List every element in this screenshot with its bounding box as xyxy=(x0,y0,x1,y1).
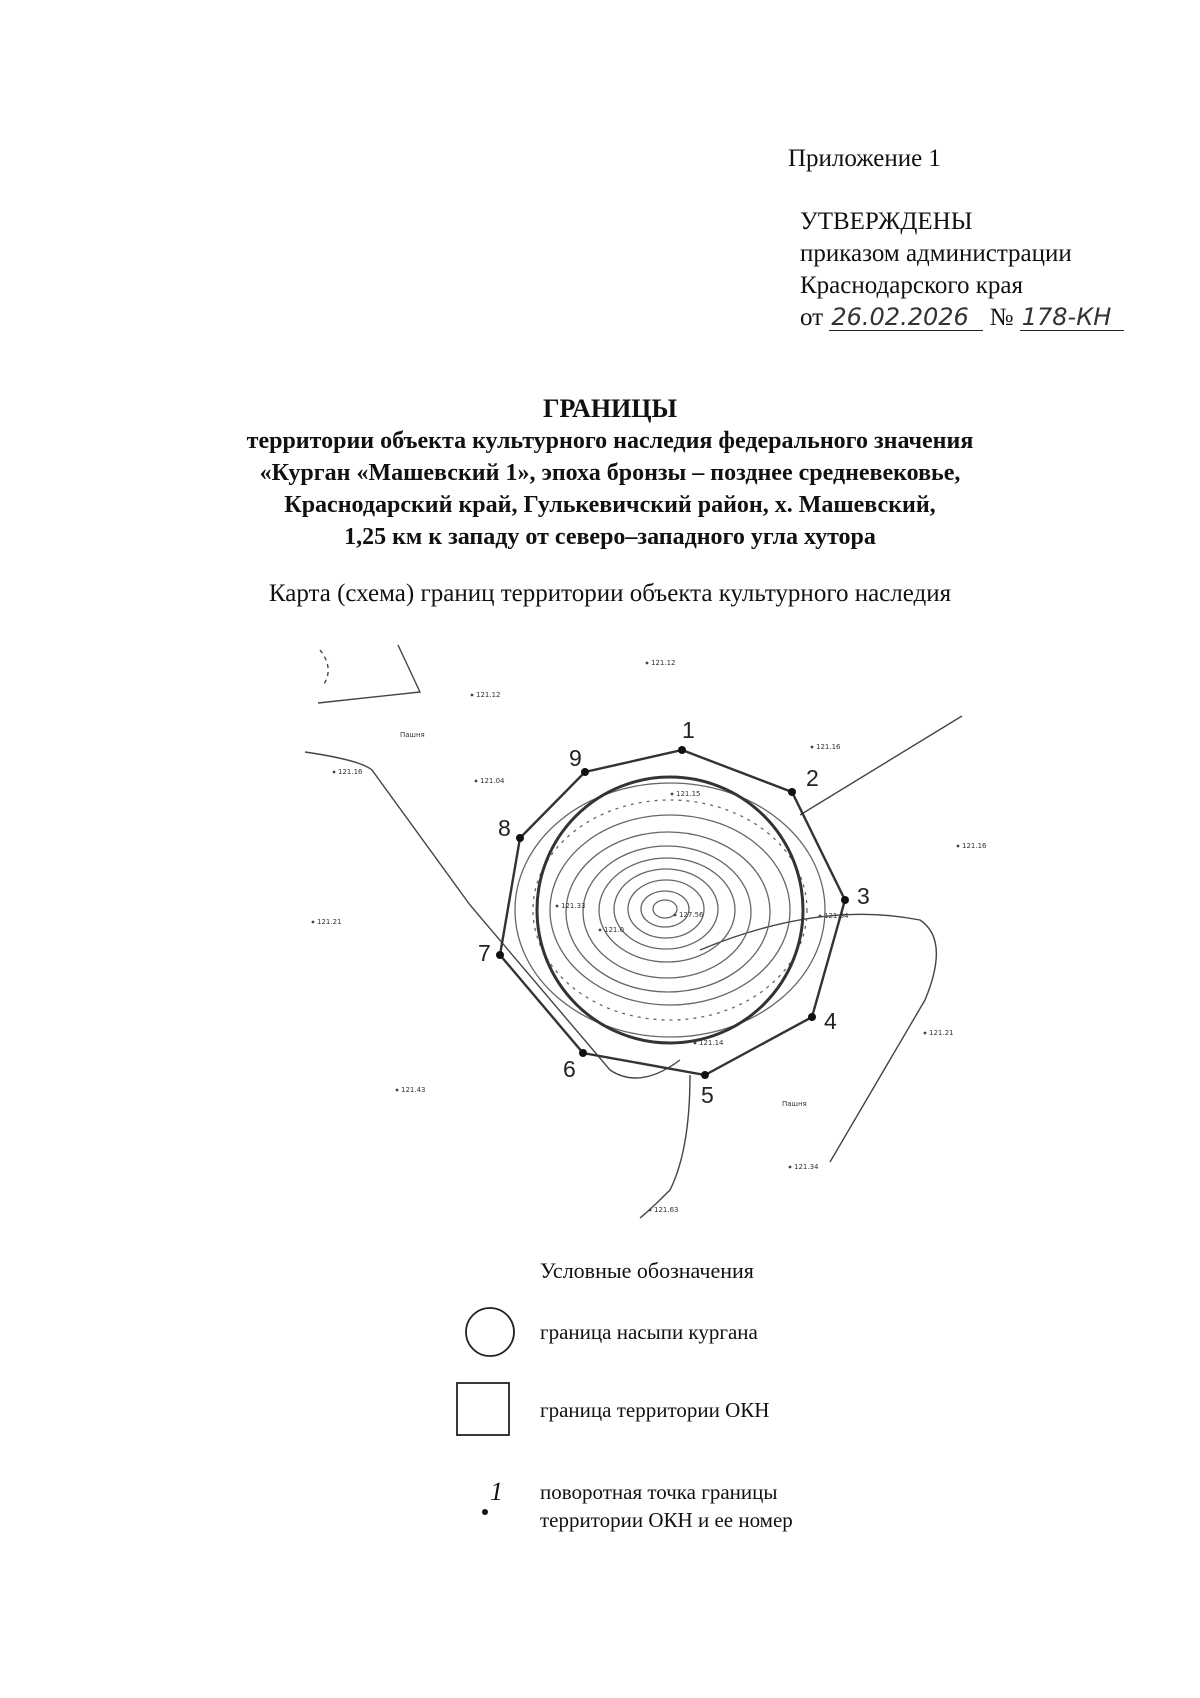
elevation-mark: 121.16 xyxy=(816,743,841,751)
appendix-label: Приложение 1 xyxy=(788,145,941,172)
turn-point-marker xyxy=(678,746,686,754)
title-line-4: 1,25 км к западу от северо–западного угла хутора xyxy=(344,524,876,550)
elevation-mark: 121.43 xyxy=(401,1086,426,1094)
elevation-mark: 121.14 xyxy=(699,1039,724,1047)
elevation-mark: 121.0 xyxy=(604,926,625,934)
turn-point-marker xyxy=(788,788,796,796)
elevation-mark: 121.33 xyxy=(561,902,586,910)
legend-okn-text: граница территории ОКН xyxy=(540,1398,770,1422)
contour-line xyxy=(515,783,825,1037)
elevation-mark: 121.16 xyxy=(338,768,363,776)
field-road-southeast xyxy=(700,914,936,1162)
mound-boundary xyxy=(537,777,803,1043)
field-road-north xyxy=(318,645,420,703)
turn-point-marker xyxy=(581,768,589,776)
turn-point-marker xyxy=(841,896,849,904)
date-prefix: от xyxy=(800,304,824,331)
elevation-mark: 121.04 xyxy=(480,777,505,785)
number-value: 178-КН xyxy=(1020,304,1124,331)
turn-point-marker xyxy=(701,1071,709,1079)
turn-point-number: 4 xyxy=(824,1008,837,1034)
elevation-mark: 121.21 xyxy=(929,1029,954,1037)
legend-square-symbol xyxy=(457,1383,509,1435)
turn-point-number: 1 xyxy=(682,717,695,743)
title-line-1: территории объекта культурного наследия федерального значения xyxy=(246,428,974,454)
legend-point-symbol xyxy=(482,1509,488,1515)
land-label: Пашня xyxy=(782,1100,807,1108)
approval-line-1: приказом администрации xyxy=(800,240,1072,267)
turn-point-marker xyxy=(808,1013,816,1021)
field-road-south xyxy=(640,1075,690,1218)
elevation-mark: 121.63 xyxy=(654,1206,679,1214)
elevation-dot xyxy=(957,845,960,848)
elevation-dot xyxy=(924,1032,927,1035)
contour-line xyxy=(641,891,689,927)
contour-line xyxy=(599,858,735,962)
contour-line xyxy=(583,846,751,978)
turn-point-number: 7 xyxy=(478,940,491,966)
elevation-dot xyxy=(312,921,315,924)
turn-point-number: 2 xyxy=(806,765,819,791)
field-road-east xyxy=(800,716,962,815)
legend-turn-point-line-2: территории ОКН и ее номер xyxy=(540,1508,793,1532)
contour-line xyxy=(533,800,807,1020)
elevation-mark: 121.15 xyxy=(676,790,701,798)
turn-point-number: 5 xyxy=(701,1082,714,1108)
land-label: Пашня xyxy=(400,731,425,739)
map-caption: Карта (схема) границ территории объекта культурного наследия xyxy=(268,580,952,607)
contour-line xyxy=(566,832,770,992)
elevation-dot xyxy=(471,694,474,697)
elevation-dot xyxy=(556,905,559,908)
legend-mound-text: граница насыпи кургана xyxy=(540,1320,758,1344)
turn-point-number: 6 xyxy=(563,1056,576,1082)
elevation-dot xyxy=(475,780,478,783)
turn-point-marker xyxy=(496,951,504,959)
elevation-mark: 121.12 xyxy=(476,691,501,699)
field-road-west xyxy=(305,752,680,1078)
approval-heading: УТВЕРЖДЕНЫ xyxy=(800,208,973,235)
elevation-dot xyxy=(396,1089,399,1092)
title-line-3: Краснодарский край, Гулькевичский район, х. Машевский, xyxy=(284,492,936,518)
elevation-dot xyxy=(646,662,649,665)
elevation-mark: 121.12 xyxy=(651,659,676,667)
contour-line xyxy=(550,815,790,1005)
legend-circle-symbol xyxy=(466,1308,514,1356)
elevation-dot xyxy=(671,793,674,796)
contour-line xyxy=(653,900,677,918)
turn-point-marker xyxy=(516,834,524,842)
legend-point-number: 1 xyxy=(490,1477,503,1506)
elevation-dot xyxy=(599,929,602,932)
contour-line xyxy=(614,869,718,949)
legend-turn-point-text xyxy=(540,1478,793,1534)
elevation-mark: 127.56 xyxy=(679,911,704,919)
turn-point-number: 9 xyxy=(569,745,582,771)
legend-title: Условные обозначения xyxy=(540,1258,754,1283)
elevation-dot xyxy=(649,1209,652,1212)
elevation-dot xyxy=(789,1166,792,1169)
elevation-dot xyxy=(811,746,814,749)
elevation-mark: 121.34 xyxy=(794,1163,819,1171)
elevation-dot xyxy=(694,1042,697,1045)
title-main: ГРАНИЦЫ xyxy=(542,394,678,423)
turn-point-number: 8 xyxy=(498,815,511,841)
elevation-dot xyxy=(674,914,677,917)
turn-point-number: 3 xyxy=(857,883,870,909)
number-prefix: № xyxy=(989,304,1014,331)
elevation-mark: 121.84 xyxy=(824,912,849,920)
title-line-2: «Курган «Машевский 1», эпоха бронзы – позднее средневековье, xyxy=(259,460,961,486)
elevation-mark: 121.21 xyxy=(317,918,342,926)
turn-point-marker xyxy=(579,1049,587,1057)
contour-line xyxy=(628,880,704,938)
date-value: 26.02.2026 xyxy=(829,304,983,331)
contour-lines xyxy=(515,783,825,1037)
elevation-mark: 121.16 xyxy=(962,842,987,850)
elevation-dot xyxy=(333,771,336,774)
approval-line-2: Краснодарского края xyxy=(800,272,1023,299)
okn-boundary xyxy=(500,750,845,1075)
elevation-dot xyxy=(819,915,822,918)
legend-turn-point-line-1: поворотная точка границы xyxy=(540,1480,778,1504)
field-mark-nw xyxy=(320,650,328,684)
